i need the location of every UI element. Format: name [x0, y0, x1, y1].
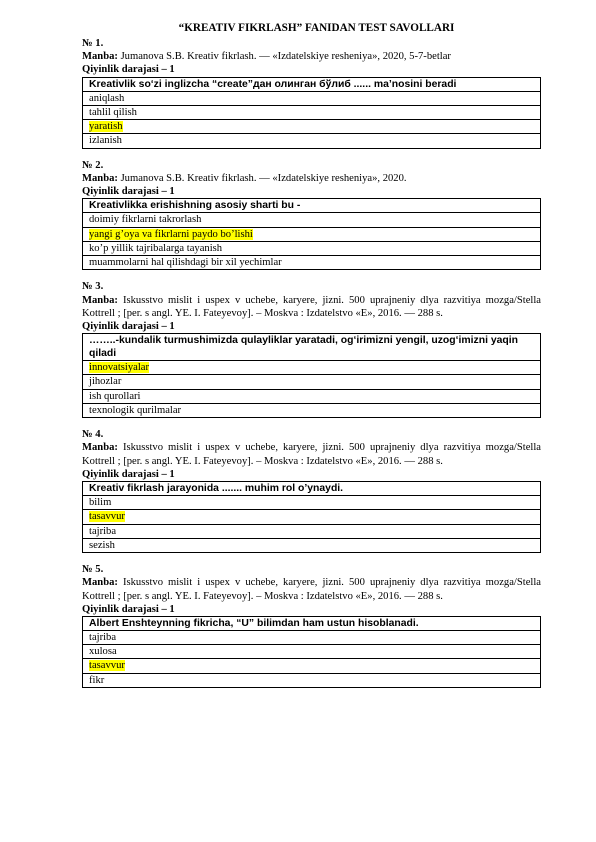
answer-option-cell — [83, 673, 541, 687]
answer-option-cell — [83, 227, 541, 241]
question-source — [82, 576, 541, 602]
answer-option-cell — [83, 105, 541, 119]
source-label: Manba: — [82, 294, 118, 306]
answer-option: tahlil qilish — [89, 106, 137, 118]
answer-option-row — [83, 213, 541, 227]
question-source — [82, 441, 541, 467]
source-label: Manba: — [82, 51, 118, 63]
answer-option: izlanish — [89, 135, 122, 147]
question-number: № 3. — [82, 281, 104, 293]
answer-option-row — [83, 510, 541, 524]
answer-option-row — [83, 105, 541, 119]
answer-option-cell — [83, 510, 541, 524]
answer-option-cell — [83, 645, 541, 659]
question-block — [82, 37, 541, 149]
question-list — [82, 37, 541, 688]
source-label: Manba: — [82, 577, 118, 589]
answer-option-cell — [83, 213, 541, 227]
question-stem: ……..-kundalik turmushimizda qulayliklar yaratadi, og‘irimizni yengil, uzog‘imizni yaqin qiladi — [83, 334, 541, 361]
answer-option-row — [83, 524, 541, 538]
question-block — [82, 280, 541, 418]
answer-option-cell — [83, 659, 541, 673]
answer-option-row — [83, 538, 541, 552]
answer-option: sezish — [89, 539, 115, 551]
question-stem: Kreativlik so‘zi inglizcha “create”дан олинган бўлиб ...... ma’nosini beradi — [83, 77, 541, 91]
answer-option-row — [83, 389, 541, 403]
question-table — [82, 77, 541, 149]
answer-option-row — [83, 659, 541, 673]
answer-option: aniqlash — [89, 92, 125, 104]
answer-option-cell — [83, 134, 541, 148]
question-source — [82, 50, 541, 63]
answer-option: tajriba — [89, 525, 117, 537]
answer-option-row — [83, 227, 541, 241]
source-text: Iskusstvo mislit i uspex v uchebe, karyere, jizni. 500 uprajneniy dlya razvitiya mozga/Stella Kottrell ; [per. s angl. YE. I. Fateyevoy]. – Moskva : Izdatelstvo «E», 2016. — 288 s. — [82, 442, 541, 467]
answer-option-row — [83, 630, 541, 644]
answer-option-row — [83, 120, 541, 134]
answer-option-cell — [83, 389, 541, 403]
correct-answer: tasavvur — [89, 511, 125, 523]
answer-option-cell — [83, 120, 541, 134]
answer-option-row — [83, 403, 541, 417]
difficulty-level: Qiyinlik darajasi – 1 — [82, 468, 175, 480]
source-text: Jumanova S.B. Kreativ fikrlash. — «Izdatelskiye resheniya», 2020. — [120, 172, 407, 184]
answer-option-row — [83, 134, 541, 148]
answer-option-cell — [83, 496, 541, 510]
correct-answer: yaratish — [89, 121, 123, 133]
source-text: Jumanova S.B. Kreativ fikrlash. — «Izdatelskiye resheniya», 2020, 5-7-betlar — [120, 51, 451, 63]
answer-option: muammolarni hal qilishdagi bir xil yechimlar — [89, 257, 282, 269]
source-label: Manba: — [82, 172, 118, 184]
question-source — [82, 294, 541, 320]
answer-option: tajriba — [89, 631, 117, 643]
source-text: Iskusstvo mislit i uspex v uchebe, karyere, jizni. 500 uprajneniy dlya razvitiya mozga/Stella Kottrell ; [per. s angl. YE. I. Fateyevoy]. – Moskva : Izdatelstvo «E», 2016. — 288 s. — [82, 577, 541, 602]
correct-answer: tasavvur — [89, 660, 125, 672]
question-number: № 1. — [82, 38, 104, 49]
question-table — [82, 333, 541, 418]
answer-option: ko’p yillik tajribalarga tayanish — [89, 242, 223, 254]
answer-option-cell — [83, 361, 541, 375]
answer-option-row — [83, 645, 541, 659]
answer-option-row — [83, 361, 541, 375]
question-stem-row — [83, 482, 541, 496]
answer-option: doimiy fikrlarni takrorlash — [89, 214, 202, 226]
answer-option-cell — [83, 403, 541, 417]
question-stem-row — [83, 616, 541, 630]
answer-option-cell — [83, 524, 541, 538]
answer-option: jihozlar — [89, 376, 122, 388]
question-stem-row — [83, 334, 541, 361]
answer-option: bilim — [89, 497, 112, 509]
difficulty-level: Qiyinlik darajasi – 1 — [82, 320, 175, 332]
answer-option-cell — [83, 630, 541, 644]
difficulty-level: Qiyinlik darajasi – 1 — [82, 603, 175, 615]
answer-option: texnologik qurilmalar — [89, 404, 182, 416]
difficulty-level: Qiyinlik darajasi – 1 — [82, 186, 175, 198]
answer-option-cell — [83, 241, 541, 255]
question-block — [82, 159, 541, 271]
answer-option-row — [83, 256, 541, 270]
question-stem: Albert Enshteynning fikricha, “U” bilimdan ham ustun hisoblanadi. — [83, 616, 541, 630]
question-number: № 2. — [82, 159, 104, 171]
source-label: Manba: — [82, 442, 118, 454]
source-text: Iskusstvo mislit i uspex v uchebe, karyere, jizni. 500 uprajneniy dlya razvitiya mozga/Stella Kottrell ; [per. s angl. YE. I. Fateyevoy]. – Moskva : Izdatelstvo «E», 2016. — 288 s. — [82, 294, 541, 319]
answer-option: fikr — [89, 674, 105, 686]
answer-option: ish qurollari — [89, 390, 141, 402]
difficulty-level: Qiyinlik darajasi – 1 — [82, 64, 175, 76]
answer-option-row — [83, 91, 541, 105]
answer-option-row — [83, 375, 541, 389]
answer-option-cell — [83, 538, 541, 552]
correct-answer: innovatsiyalar — [89, 362, 150, 374]
question-table — [82, 481, 541, 553]
document-title: “KREATIV FIKRLASH” FANIDAN TEST SAVOLLARI — [178, 22, 455, 34]
answer-option-row — [83, 496, 541, 510]
question-source — [82, 172, 541, 185]
correct-answer: yangi g’oya va fikrlarni paydo bo’lishi — [89, 228, 253, 240]
question-number: № 5. — [82, 564, 104, 576]
answer-option-row — [83, 673, 541, 687]
question-stem: Kreativlikka erishishning asosiy sharti bu - — [83, 199, 541, 213]
answer-option-cell — [83, 91, 541, 105]
answer-option-row — [83, 241, 541, 255]
question-block — [82, 563, 541, 688]
answer-option-cell — [83, 375, 541, 389]
question-block — [82, 428, 541, 553]
question-table — [82, 198, 541, 270]
question-stem: Kreativ fikrlash jarayonida ....... muhim rol o’ynaydi. — [83, 482, 541, 496]
question-stem-row — [83, 199, 541, 213]
question-stem-row — [83, 77, 541, 91]
answer-option-cell — [83, 256, 541, 270]
answer-option: xulosa — [89, 646, 117, 658]
question-table — [82, 616, 541, 688]
question-number: № 4. — [82, 429, 104, 441]
